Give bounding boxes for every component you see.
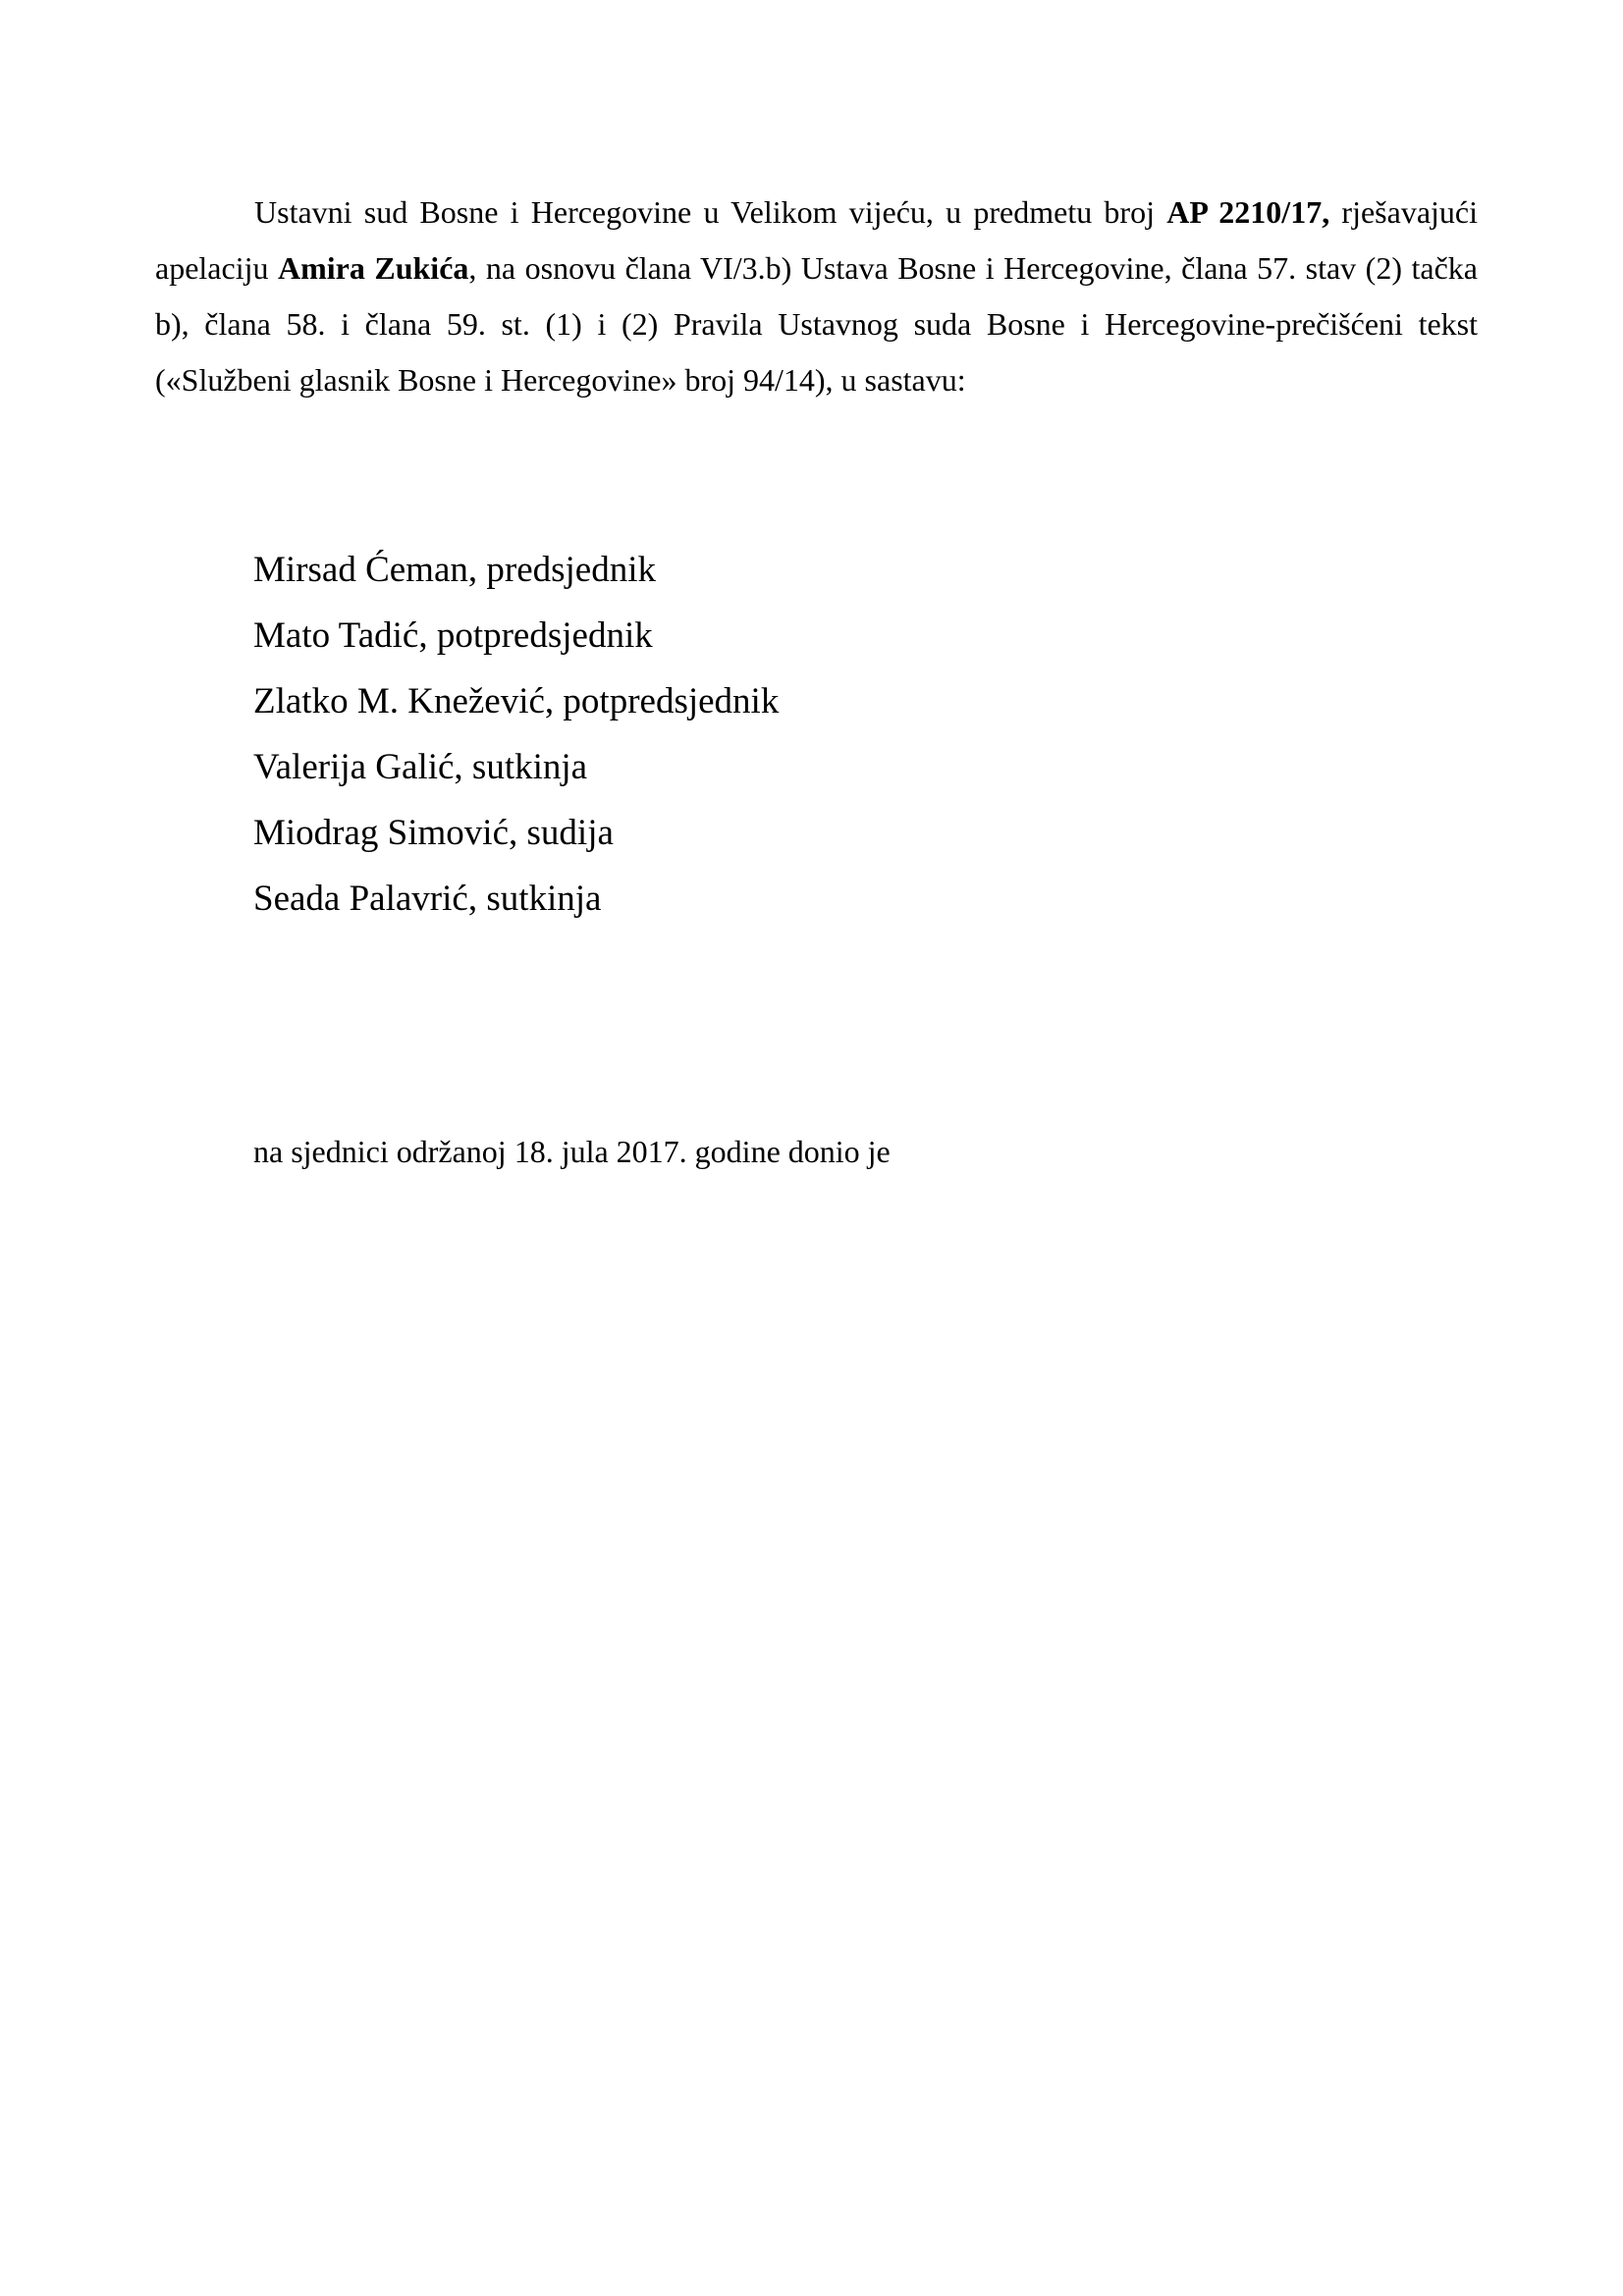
appellant-name: Amira Zukića (278, 250, 469, 286)
composition-member: Mato Tadić, potpredsjednik (253, 615, 653, 656)
composition-member: Valerija Galić, sutkinja (253, 747, 588, 787)
composition-member: Miodrag Simović, sudija (253, 813, 614, 853)
intro-paragraph (155, 185, 1478, 408)
case-number: AP 2210/17, (1166, 194, 1330, 230)
intro-text-part-2: rješavajući apelaciju (155, 194, 1479, 286)
session-statement: na sjednici održanoj 18. jula 2017. godine donio je (253, 1134, 891, 1169)
composition-member: Seada Palavrić, sutkinja (253, 879, 602, 919)
composition-member: Zlatko M. Knežević, potpredsjednik (253, 681, 780, 721)
composition-member: Mirsad Ćeman, predsjednik (253, 550, 656, 590)
court-composition-list (253, 537, 779, 932)
intro-text-part-3: , na osnovu člana VI/3.b) Ustava Bosne i Hercegovine, člana 57. stav (2) tačka b), člana 58. i člana 59. st. (1) i (2) Pravila Ustavnog suda Bosne i Hercegovine-prečišćeni tekst («Službeni glasnik Bosne i Hercegovine» broj 94/14), u sastavu: (155, 250, 1479, 398)
intro-text-part-1: Ustavni sud Bosne i Hercegovine u Velikom vijeću, u predmetu broj (254, 194, 1167, 230)
